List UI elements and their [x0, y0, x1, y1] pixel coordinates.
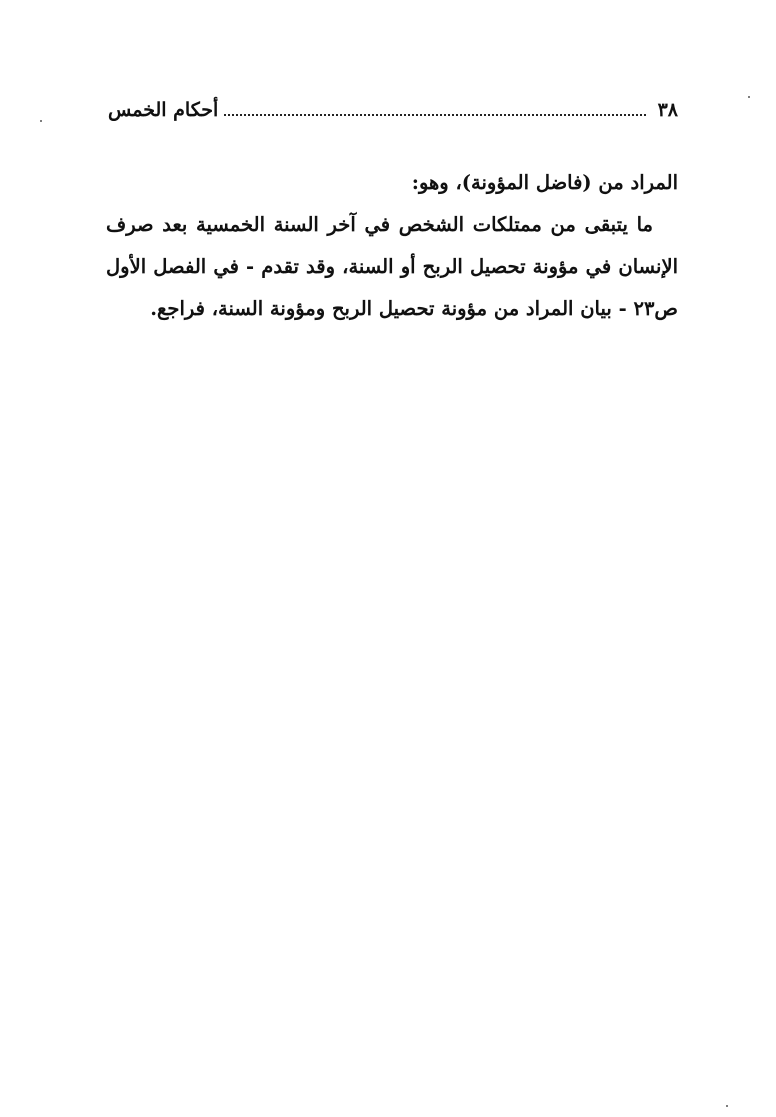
running-title: أحكام الخمس — [108, 99, 219, 121]
page-number: ٣٨ — [657, 99, 678, 121]
definition-paragraph: ما يتبقى من ممتلكات الشخص في آخر السنة الخمسية بعد صرف الإنسان في مؤونة تحصيل الربح أو السنة، وقد تقدم - في الفصل الأول ص٢٣ - بيان المراد من مؤونة تحصيل الربح ومؤونة السنة، فراجع. — [106, 213, 678, 320]
scan-speck — [726, 1105, 728, 1107]
scan-speck — [40, 120, 42, 122]
page-header — [108, 96, 678, 124]
header-dot-leader — [224, 114, 645, 116]
intro-paragraph: المراد من (فاضل المؤونة)، وهو: — [411, 171, 678, 194]
scan-speck — [748, 96, 750, 98]
body-text — [106, 162, 678, 330]
